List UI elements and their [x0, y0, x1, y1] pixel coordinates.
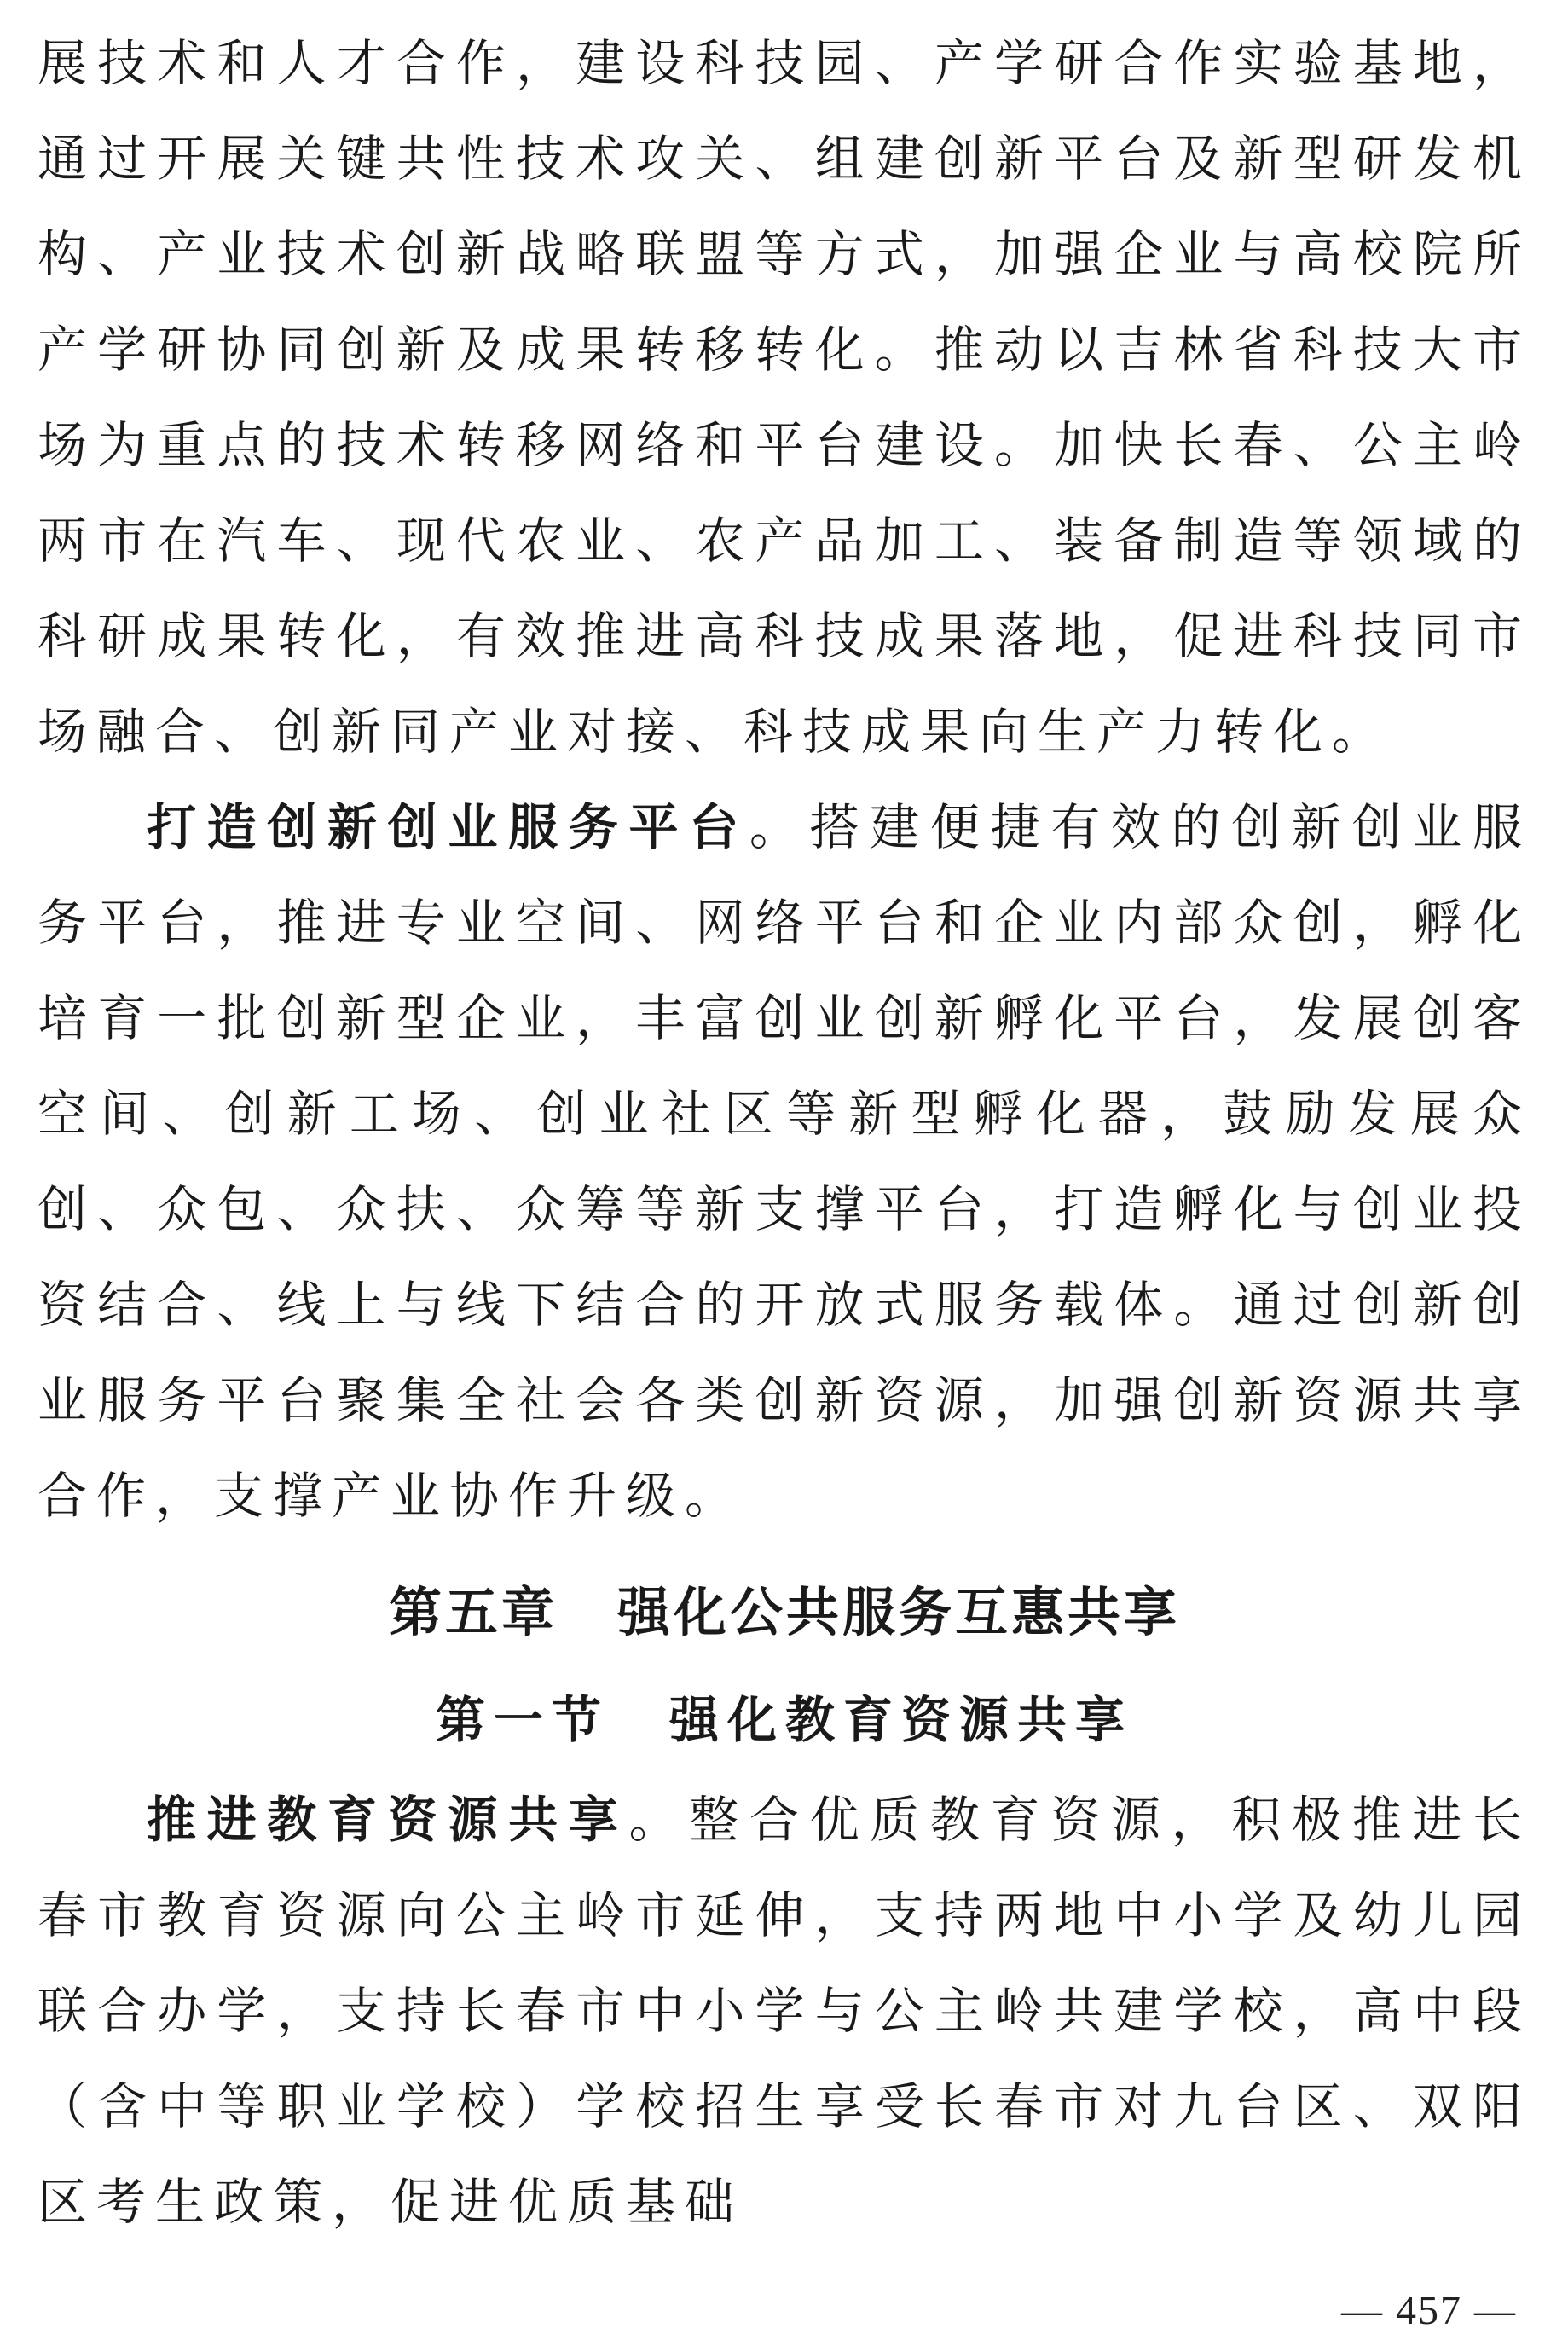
chapter-number: 第五章	[388, 1581, 558, 1643]
paragraph-innovation-platform	[38, 779, 1531, 1544]
document-page	[38, 0, 1531, 2250]
paragraph-lead-heading: 推进教育资源共享	[147, 1791, 629, 1849]
paragraph-body-text: 。搭建便捷有效的创新创业服务平台，推进专业空间、网络平台和企业内部众创，孵化培育一批创新型企业，丰富创业创新孵化平台，发展创客空间、创新工场、创业社区等新型孵化器，鼓励发展众创、众包、众扶、众筹等新支撑平台，打造孵化与创业投资结合、线上与线下结合的开放式服务载体。通过创新创业服务平台聚集全社会各类创新资源，加强创新资源共享合作，支撑产业协作升级。	[38, 798, 1531, 1525]
paragraph-education-sharing	[38, 1772, 1531, 2250]
chapter-heading	[38, 1557, 1531, 1668]
paragraph-tech-transfer: 展技术和人才合作，建设科技园、产学研合作实验基地，通过开展关键共性技术攻关、组建创新平台及新型研发机构、产业技术创新战略联盟等方式，加强企业与高校院所产学研协同创新及成果转移转化。推动以吉林省科技大市场为重点的技术转移网络和平台建设。加快长春、公主岭两市在汽车、现代农业、农产品加工、装备制造等领域的科研成果转化，有效推进高科技成果落地，促进科技同市场融合、创新同产业对接、科技成果向生产力转化。	[38, 34, 1531, 761]
section-heading	[38, 1668, 1531, 1772]
section-title: 强化教育资源共享	[669, 1691, 1134, 1749]
section-number: 第一节	[435, 1691, 610, 1749]
paragraph-lead-heading: 打造创新创业服务平台	[147, 798, 749, 856]
paragraph-body-text: 。整合优质教育资源，积极推进长春市教育资源向公主岭市延伸，支持两地中小学及幼儿园联合办学，支持长春市中小学与公主岭共建学校，高中段（含中等职业学校）学校招生享受长春市对九台区、双阳区考生政策，促进优质基础	[38, 1791, 1531, 2231]
chapter-title: 强化公共服务互惠共享	[617, 1581, 1181, 1643]
page-number: — 457 —	[1341, 2288, 1517, 2333]
